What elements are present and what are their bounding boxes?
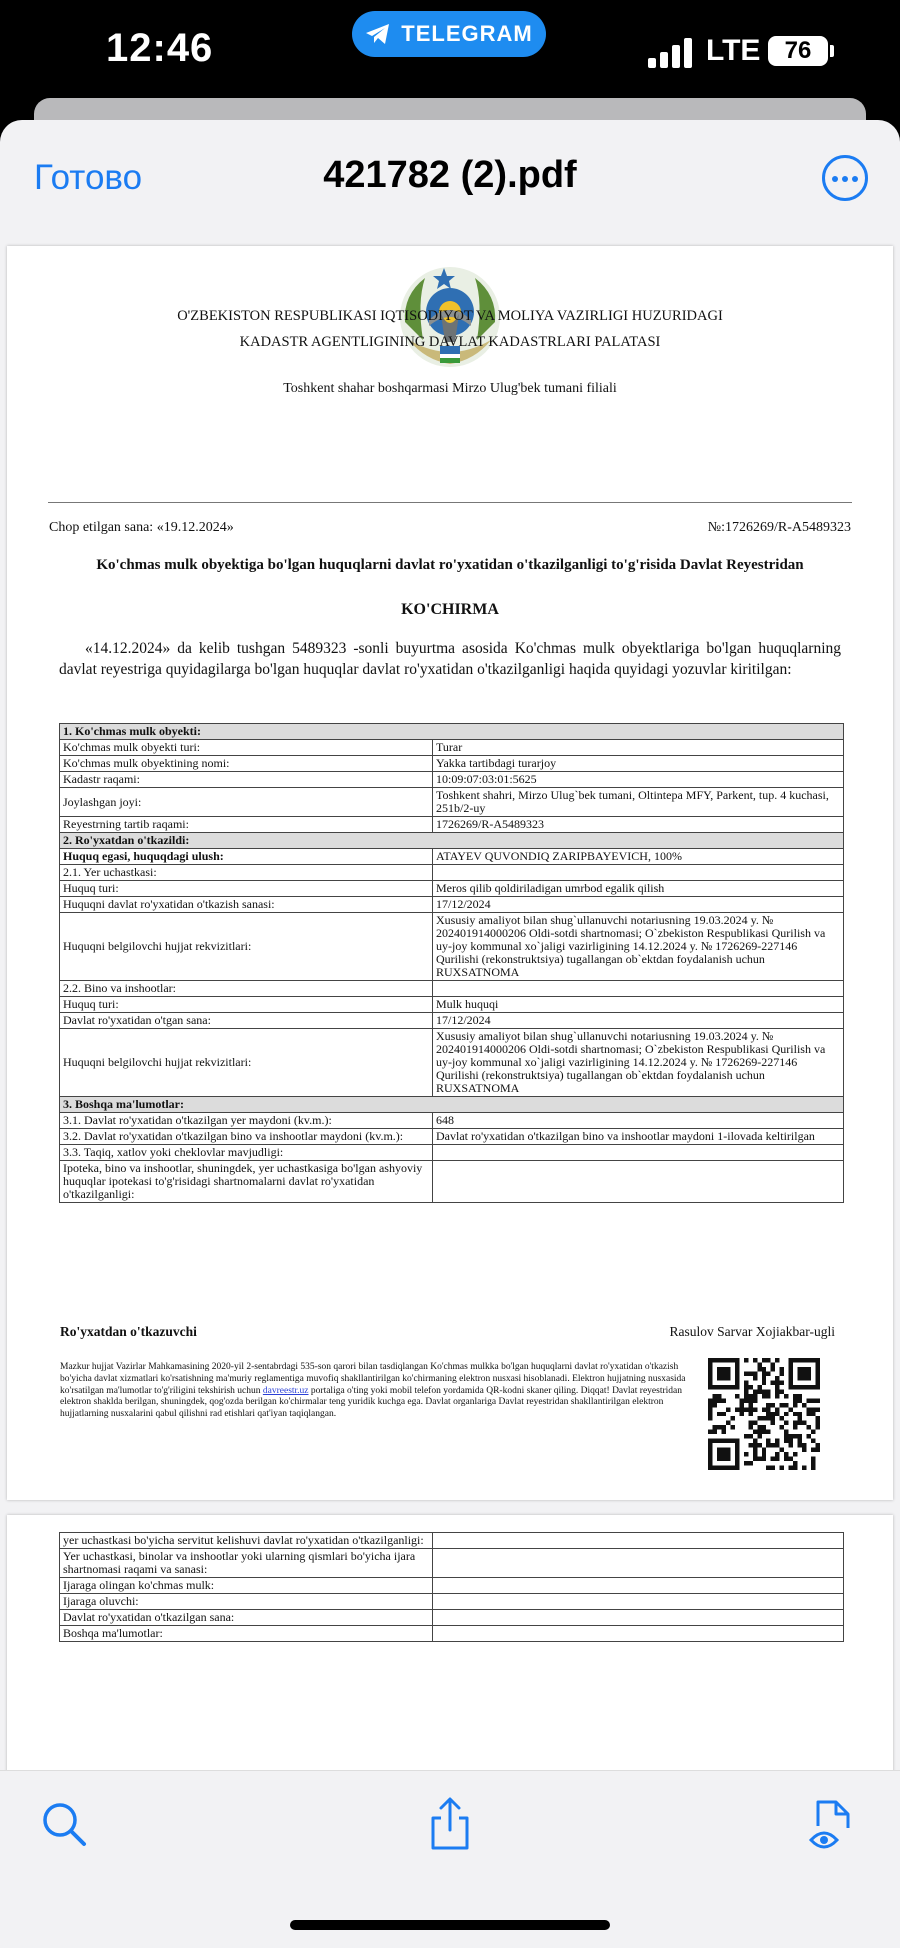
table-row	[60, 1610, 844, 1626]
qr-code	[708, 1358, 820, 1470]
field-value	[433, 1626, 844, 1642]
field-value	[433, 1533, 844, 1549]
branch-heading: Toshkent shahar boshqarmasi Mirzo Ulug'bek tumani filiali	[283, 381, 617, 396]
field-value	[433, 1161, 844, 1203]
field-value: Davlat ro'yxatidan o'tkazilgan bino va inshootlar maydoni 1-ilovada keltirilgan	[433, 1129, 844, 1145]
table-row	[60, 1145, 844, 1161]
legal-footnote	[60, 1362, 690, 1421]
field-label: Ipoteka, bino va inshootlar, shuningdek, yer uchastkasiga bo'lgan ashyoviy huquqlar ipotekasi to'g'risidagi shartnomalarni davlat ro'yxatidan o'tkazilganligi:	[60, 1161, 433, 1203]
field-label: Kadastr raqami:	[60, 772, 433, 788]
field-label: 3.1. Davlat ro'yxatidan o'tkazilgan yer maydoni (kv.m.):	[60, 1113, 433, 1129]
telegram-pill-label: TELEGRAM	[401, 21, 533, 46]
field-value: 10:09:07:03:01:5625	[433, 772, 844, 788]
table-row	[60, 1549, 844, 1578]
field-value	[433, 1594, 844, 1610]
field-label: Ko'chmas mulk obyekti turi:	[60, 740, 433, 756]
field-label: Ijaraga olingan ko'chmas mulk:	[60, 1578, 433, 1594]
intro-paragraph: «14.12.2024» da kelib tushgan 5489323 -sonli buyurtma asosida Ko'chmas mulk obyektlariga bo'lgan huquqlarning davlat reyestriga quyidagilarga bo'lgan huquqlar davlat ro'yxatidan o'tkazilganligi haqida quyidagi yozuvlar kiritilgan:	[59, 640, 841, 678]
agency-heading: KADASTR AGENTLIGINING DAVLAT KADASTRLARI PALATASI	[239, 334, 661, 350]
field-value: Xususiy amaliyot bilan shug`ullanuvchi notariusning 19.03.2024 y. № 202401914000206 Oldi-sotdi shartnomasi; O`zbekiston Respublikasi Qurilish va uy-joy kommunal xo`jaligi vazirligining 14.12.2024 y. № 1726269-227146 Qurilishi (rekonstruktsiya) tugallangan ob`ektdan foydalanish uchun RUXSATNOMA	[433, 913, 844, 981]
table-row	[60, 849, 844, 865]
section-header: 3. Boshqa ma'lumotlar:	[60, 1097, 844, 1113]
field-label: Yer uchastkasi, binolar va inshootlar yoki ularning qismlari bo'yicha ijara shartnomasi raqami va sanasi:	[60, 1549, 433, 1578]
print-date: Chop etilgan sana: «19.12.2024»	[49, 520, 234, 535]
field-value	[433, 865, 844, 881]
field-value: 17/12/2024	[433, 897, 844, 913]
search-icon[interactable]	[40, 1796, 90, 1852]
field-label: Davlat ro'yxatidan o'tgan sana:	[60, 1013, 433, 1029]
field-value: 1726269/R-A5489323	[433, 817, 844, 833]
table-row	[60, 1594, 844, 1610]
clock: 12:46	[106, 26, 214, 70]
field-label: 3.3. Taqiq, xatlov yoki cheklovlar mavjudligi:	[60, 1145, 433, 1161]
share-icon[interactable]	[425, 1796, 475, 1852]
footnote-text-2: portaliga o'ting yoki mobil telefon yordamida QR-kodni skaner qiling. Diqqat! Davlat reyestridan elektron shaklda berilgan, shuningdek, qog'ozda berilgan ko'chirmalar teng yuridik kuchga ega. Davlat organlariga Davlat reyestridan shakllantirilgan elektron hujjatlarning nusxalarini qabul qilishni rad etishlari qat'iyan taqiqlangan.	[60, 1385, 682, 1420]
table-row	[60, 833, 844, 849]
registry-table	[59, 723, 844, 1203]
table-row	[60, 1626, 844, 1642]
field-label: Boshqa ma'lumotlar:	[60, 1626, 433, 1642]
field-label: yer uchastkasi bo'yicha servitut kelishuvi davlat ro'yxatidan o'tkazilganligi:	[60, 1533, 433, 1549]
section-header: 2. Ro'yxatdan o'tkazildi:	[60, 833, 844, 849]
document-title: 421782 (2).pdf	[323, 154, 577, 196]
table-row	[60, 788, 844, 817]
field-label: 3.2. Davlat ro'yxatidan o'tkazilgan bino va inshootlar maydoni (kv.m.):	[60, 1129, 433, 1145]
table-row	[60, 1533, 844, 1549]
document-heading: Ko'chmas mulk obyektiga bo'lgan huquqlarni davlat ro'yxatidan o'tkazilganligi to'g'risida Davlat Reyestridan	[96, 557, 804, 573]
field-label: Ijaraga oluvchi:	[60, 1594, 433, 1610]
table-row	[60, 981, 844, 997]
ministry-heading: O'ZBEKISTON RESPUBLIKASI IQTISODIYOT VA MOLIYA VAZIRLIGI HUZURIDAGI	[177, 308, 723, 324]
field-label: Huquqni davlat ro'yxatidan o'tkazish sanasi:	[60, 897, 433, 913]
field-value: Meros qilib qoldiriladigan umrbod egalik qilish	[433, 881, 844, 897]
registry-table-continued	[59, 1532, 844, 1642]
table-row	[60, 913, 844, 981]
table-row	[60, 817, 844, 833]
field-value: 17/12/2024	[433, 1013, 844, 1029]
field-value	[433, 981, 844, 997]
table-row	[60, 740, 844, 756]
davreestr-link[interactable]: davreestr.uz	[262, 1385, 309, 1396]
table-row	[60, 1013, 844, 1029]
field-value	[433, 1610, 844, 1626]
battery-nub	[830, 45, 834, 57]
battery-icon	[768, 36, 828, 66]
pdf-page-1	[7, 246, 893, 1500]
table-row	[60, 772, 844, 788]
field-value	[433, 1549, 844, 1578]
table-row	[60, 997, 844, 1013]
telegram-icon	[365, 23, 391, 45]
document-eye-icon[interactable]	[808, 1796, 858, 1852]
footnote-text-1: Mazkur hujjat Vazirlar Mahkamasining 2020-yil 2-sentabrdagi 535-son qarori bilan tasdiqlangan Ko'chmas mulkka bo'lgan huquqlarni davlat ro'yxatidan o'tkazish bo'yicha davlat xizmatlari ko'rsatishning ma'muriy reglamentiga muvofiq shakllantirilgan ko'chirmaning elektron nusxasi hisoblanadi. Elektron hujjatning nusxasida ko'rsatilgan ma'lumotlar to'g'riligini tekshirish uchun	[60, 1362, 686, 1396]
field-label: 2.2. Bino va inshootlar:	[60, 981, 433, 997]
field-label: Reyestrning tartib raqami:	[60, 817, 433, 833]
table-row	[60, 1113, 844, 1129]
home-indicator[interactable]	[290, 1920, 610, 1930]
field-label: Huquqni belgilovchi hujjat rekvizitlari:	[60, 913, 433, 981]
divider	[48, 502, 852, 503]
table-row	[60, 881, 844, 897]
registrar-name: Rasulov Sarvar Xojiakbar-ugli	[669, 1324, 835, 1339]
field-value: 648	[433, 1113, 844, 1129]
field-value: Toshkent shahri, Mirzo Ulug`bek tumani, Oltintepa MFY, Parkent, tup. 4 kuchasi, 251b/2-uy	[433, 788, 844, 817]
signal-icon	[648, 36, 694, 68]
table-row	[60, 756, 844, 772]
field-value: Xususiy amaliyot bilan shug`ullanuvchi notariusning 19.03.2024 y. № 202401914000206 Oldi-sotdi shartnomasi; O`zbekiston Respublikasi Qurilish va uy-joy kommunal xo`jaligi vazirligining 14.12.2024 y. № 1726269-227146 Qurilishi (rekonstruktsiya) tugallangan ob`ektdan foydalanish uchun RUXSATNOMA	[433, 1029, 844, 1097]
table-row	[60, 1097, 844, 1113]
network-type: LTE	[706, 34, 761, 67]
section-header: 1. Ko'chmas mulk obyekti:	[60, 724, 844, 740]
registration-number: №:1726269/R-A5489323	[707, 520, 851, 535]
table-row	[60, 1029, 844, 1097]
field-value: Mulk huquqi	[433, 997, 844, 1013]
field-label: Huquq turi:	[60, 881, 433, 897]
telegram-return-pill[interactable]	[352, 11, 546, 57]
field-label: Huquqni belgilovchi hujjat rekvizitlari:	[60, 1029, 433, 1097]
pdf-page-2	[7, 1515, 893, 1795]
field-label: Huquq turi:	[60, 997, 433, 1013]
table-row	[60, 897, 844, 913]
table-row	[60, 1578, 844, 1594]
field-value	[433, 1578, 844, 1594]
table-row	[60, 1129, 844, 1145]
battery-level: 76	[784, 37, 812, 64]
field-label: Joylashgan joyi:	[60, 788, 433, 817]
table-row	[60, 724, 844, 740]
document-subheading: KO'CHIRMA	[401, 601, 499, 618]
field-value: Turar	[433, 740, 844, 756]
field-label: Huquq egasi, huquqdagi ulush:	[60, 849, 433, 865]
table-row	[60, 1161, 844, 1203]
field-label: Ko'chmas mulk obyektining nomi:	[60, 756, 433, 772]
field-label: Davlat ro'yxatidan o'tkazilgan sana:	[60, 1610, 433, 1626]
status-bar	[0, 0, 900, 100]
field-value: Yakka tartibdagi turarjoy	[433, 756, 844, 772]
field-value	[433, 1145, 844, 1161]
field-value: ATAYEV QUVONDIQ ZARIPBAYEVICH, 100%	[433, 849, 844, 865]
more-options-icon[interactable]	[822, 155, 868, 201]
table-row	[60, 865, 844, 881]
registrar-label: Ro'yxatdan o'tkazuvchi	[60, 1324, 197, 1339]
field-label: 2.1. Yer uchastkasi:	[60, 865, 433, 881]
done-button[interactable]: Готово	[34, 158, 143, 197]
